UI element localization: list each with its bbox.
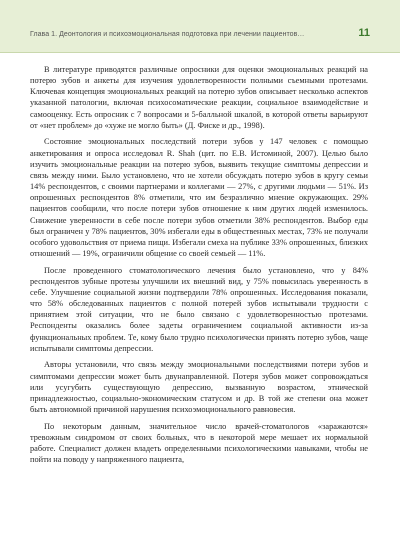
paragraph: По некоторым данным, значительное число врачей-стоматологов «заражаются» тревожным синдромом от своих больных, что в некоторой мере мешает их нормальной работе. Специалист должен владеть определенными психологическими навыками, чтобы не пойти на поводу у напряженного пациента, (30, 421, 368, 465)
running-head: Глава 1. Деонтология и психоэмоциональная подготовка при лечении пациентов… (30, 31, 305, 38)
header-band (0, 0, 400, 52)
paragraph: Авторы установили, что связь между эмоциональными последствиями потери зубов и симптомами депрессии может быть двунаправленной. Потеря зубов может сопровождаться или усугубить существующую депрессию, вызванную возрастом, этнической принадлежностью, социально-экономическим статусом и др. В той же степени она может быть автономной причиной нарушения психоэмоционального равновесия. (30, 360, 368, 415)
header-rule (0, 52, 400, 53)
page-number: 11 (358, 27, 370, 39)
body-text (30, 64, 368, 471)
paragraph: В литературе приводятся различные опросники для оценки эмоциональных реакций на потерю зубов и анкеты для изучения удовлетворенности полными съемными протезами. Ключевая концепция эмоциональных реакций на потерю зубов описывает несколько аспектов указанной патологии, включая психосоматические реакции, социальное взаимодействие и самооценку. Есть опросник с 7 вопросами и 5-балльной шкалой, в которой ответы варьируют от «нет проблем» до «хуже не могло быть» (Д. Фиске и др., 1998). (30, 65, 368, 130)
paragraph: После проведенного стоматологического лечения было установлено, что у 84% респондентов зубные протезы улучшили их внешний вид, у 75% повысилась уверенность в себе. Улучшение социальной жизни подтвердили 78% опрошенных. Исследования показали, что 58% обследованных пациентов с полной потерей зубов испытывали трудности с принятием этой ситуации, что не было связано с удовлетворенностью протезами. Респонденты оказались более задеты ограничением социальной активности из-за функциональных проблем. Те, кому было трудно психологически принять потерю зубов, чаще испытывали симптомы депрессии. (30, 265, 368, 353)
paragraph: Состояние эмоциональных последствий потери зубов у 147 человек с помощью анкетирования и опроса исследовал R. Shah (цит. по Е.В. Истоминой, 2007). Целью было изучить эмоциональные реакции на потерю зубов, выявить текущие симптомы депрессии и связь между ними. Было установлено, что не хотели обсуждать потерю зубов в кругу семьи 14% респондентов, с своими партнерами и коллегами — 27%, с другими людьми — 51%. Из опрошенных респондентов 8% отметили, что им безразлично мнение окружающих. 29% пациентов сообщили, что после потери зубов отношение к ним других людей изменилось. Снижение уверенности в себе после потери зубов отметили 38% респондентов. Выбор еды был ограничен у 78% пациентов, 30% избегали еды в общественных местах, 73% не получали особого удовольствия от приема пищи. Избегали смеха на публике 33% опрошенных, близких отношений — 19%, ограничили общение со своей семьей — 11%. (30, 137, 368, 258)
